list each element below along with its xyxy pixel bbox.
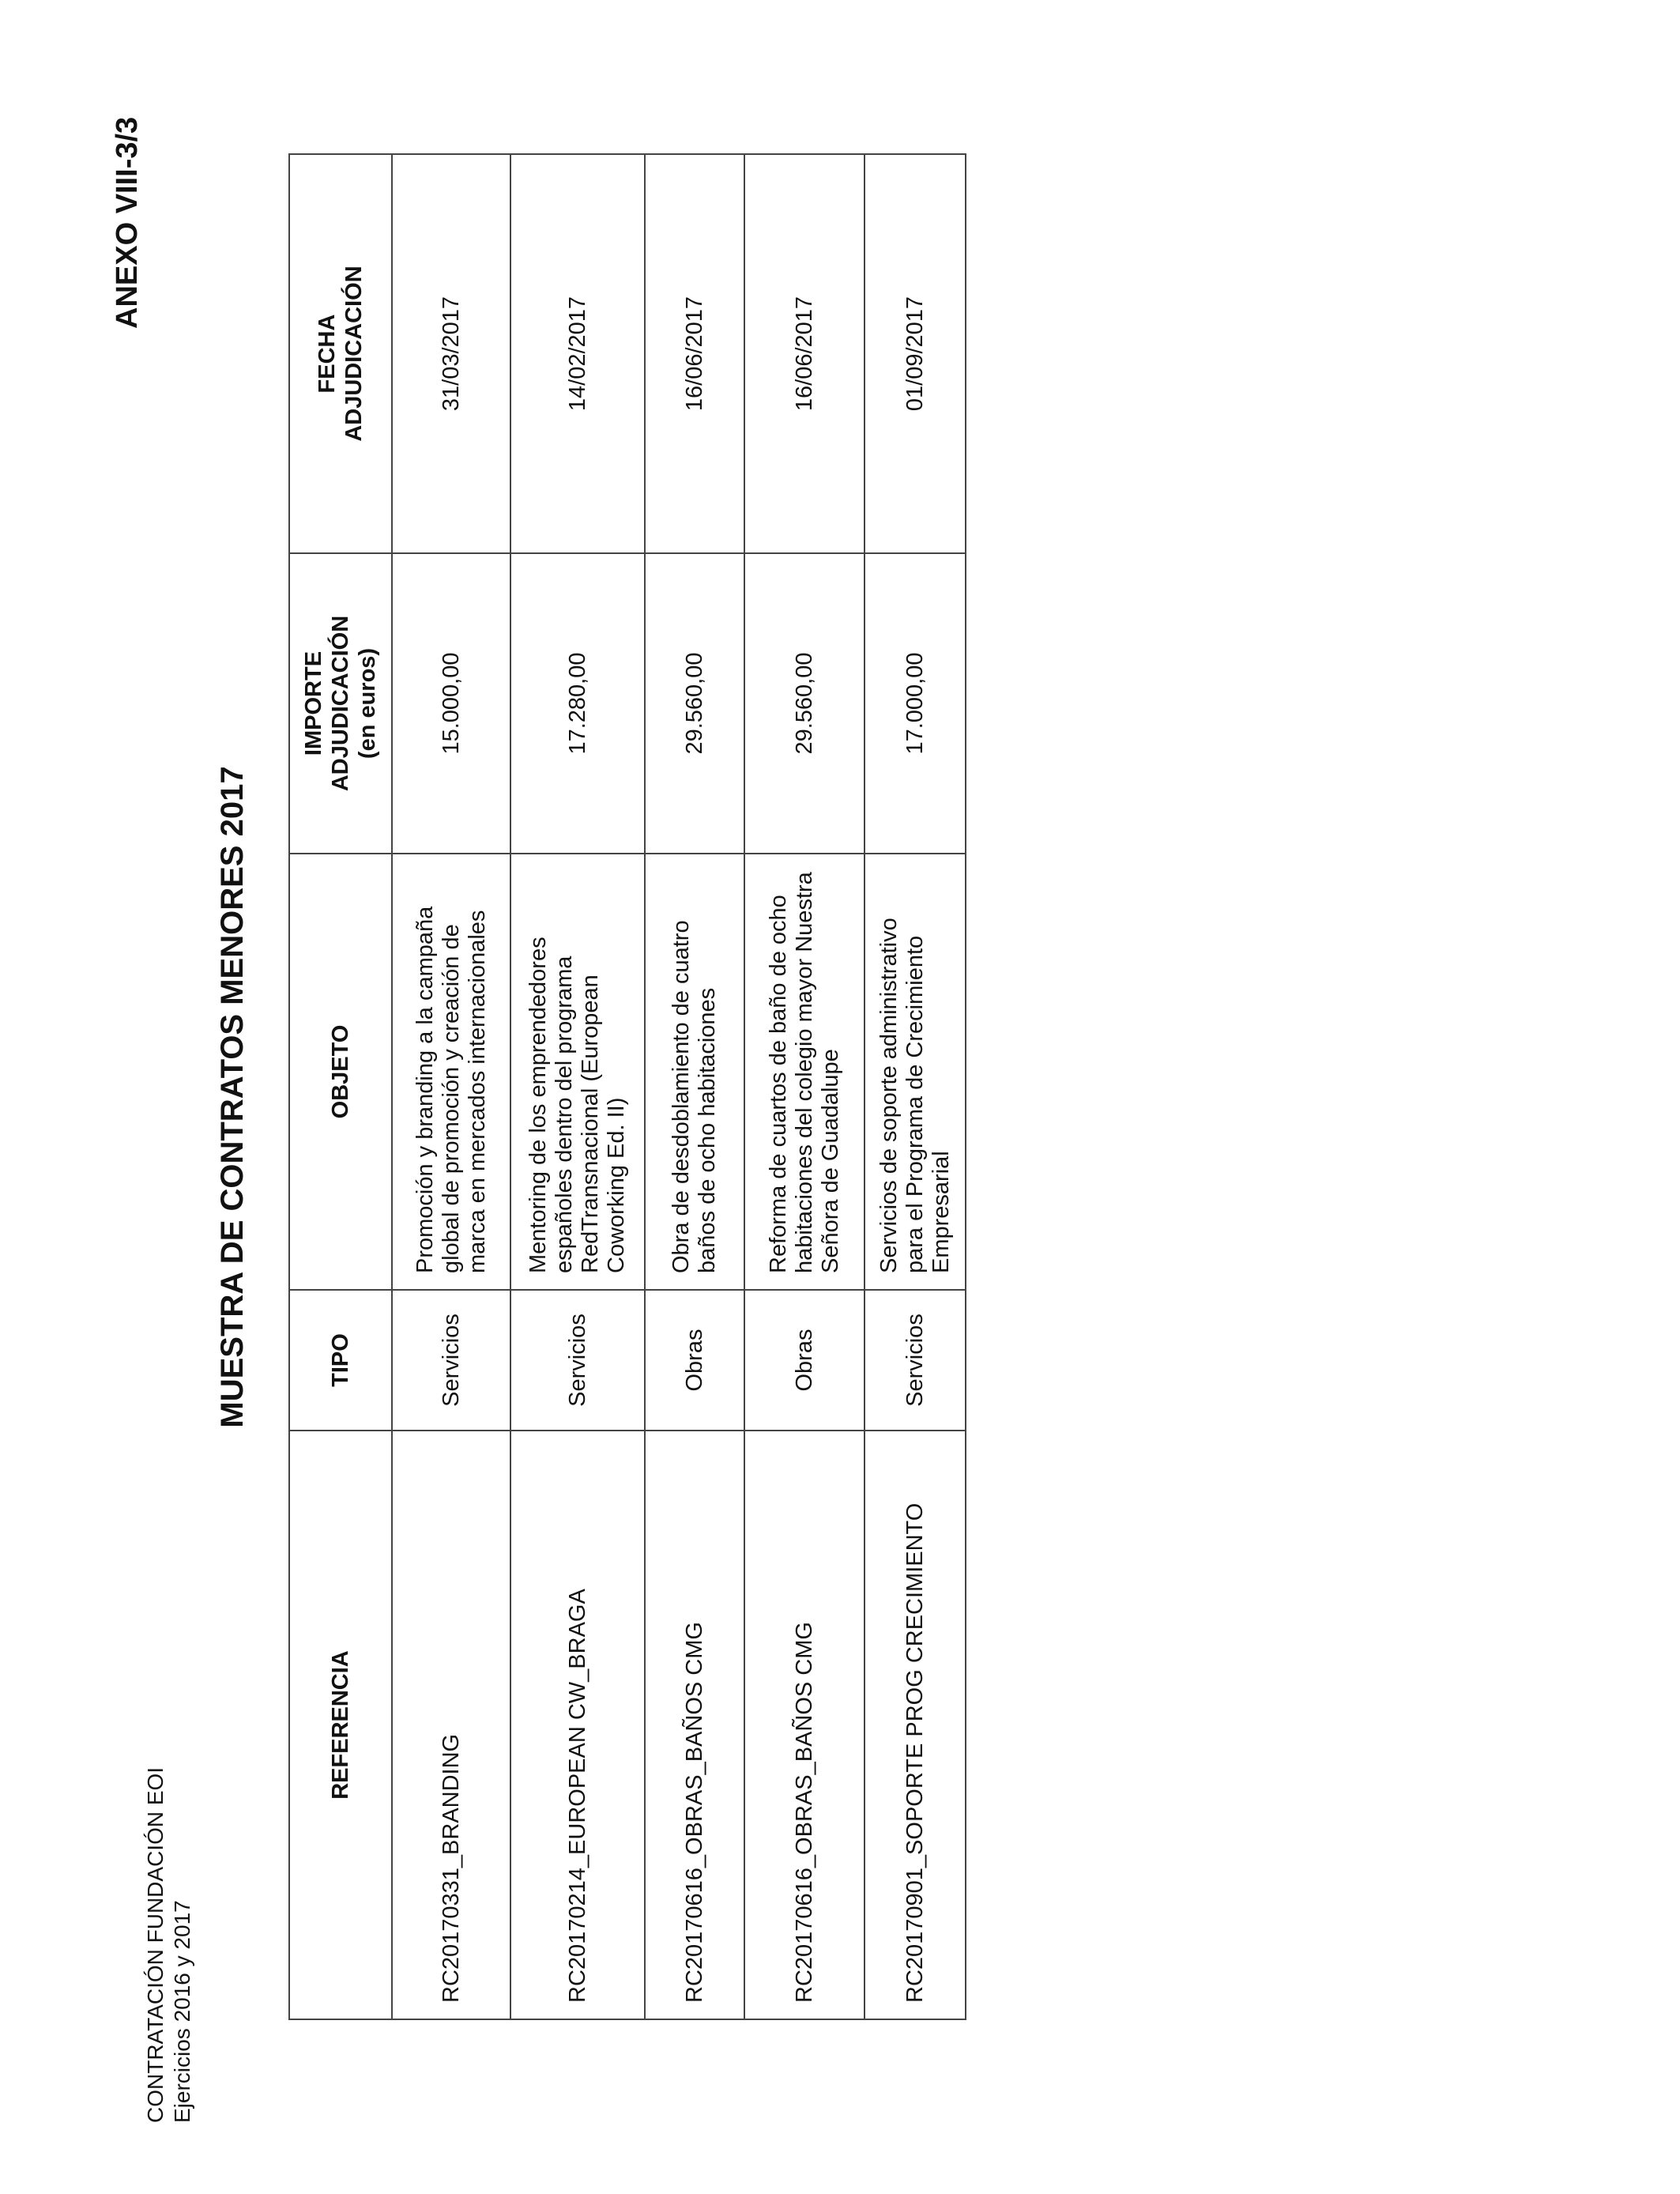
cell-importe: 29.560,00 — [744, 553, 864, 854]
cell-tipo: Servicios — [864, 1290, 966, 1431]
importe-header-line2: ADJUDICACIÓN — [328, 615, 353, 792]
cell-tipo: Obras — [645, 1290, 744, 1431]
cell-fecha: 16/06/2017 — [645, 154, 744, 553]
fecha-header-line1: FECHA — [315, 314, 340, 394]
cell-objeto: Servicios de soporte administrativo para el Programa de Crecimiento Empresarial — [864, 854, 966, 1290]
table-row — [645, 154, 744, 2019]
contracts-table — [288, 153, 966, 2020]
importe-header-line3: (en euros) — [355, 647, 380, 760]
column-header-fecha — [289, 154, 392, 553]
cell-referencia: RC20170616_OBRAS_BAÑOS CMG — [744, 1431, 864, 2019]
column-header-tipo: TIPO — [289, 1290, 392, 1431]
cell-importe: 15.000,00 — [392, 553, 510, 854]
cell-tipo: Servicios — [392, 1290, 510, 1431]
cell-referencia: RC20170901_SOPORTE PROG CRECIMIENTO — [864, 1431, 966, 2019]
cell-fecha: 01/09/2017 — [864, 154, 966, 553]
cell-objeto: Mentoring de los emprendedores españoles dentro del programa RedTransnacional (European Coworking Ed. II) — [510, 854, 645, 1290]
organization-name: CONTRATACIÓN FUNDACIÓN EOI — [143, 1766, 168, 2123]
cell-referencia: RC20170616_OBRAS_BAÑOS CMG — [645, 1431, 744, 2019]
cell-tipo: Obras — [744, 1290, 864, 1431]
table-row — [510, 154, 645, 2019]
cell-importe: 17.000,00 — [864, 553, 966, 854]
cell-importe: 17.280,00 — [510, 553, 645, 854]
fiscal-years: Ejercicios 2016 y 2017 — [170, 1900, 194, 2123]
organization-header — [142, 1767, 196, 2123]
cell-tipo: Servicios — [510, 1290, 645, 1431]
table-header-row — [289, 154, 392, 2019]
column-header-objeto: OBJETO — [289, 854, 392, 1290]
importe-header-line1: IMPORTE — [301, 650, 326, 756]
column-header-referencia: REFERENCIA — [289, 1431, 392, 2019]
cell-fecha: 14/02/2017 — [510, 154, 645, 553]
column-header-importe — [289, 553, 392, 854]
cell-objeto: Promoción y branding a la campaña global de promoción y creación de marca en mercados internacionales — [392, 854, 510, 1290]
annex-label: ANEXO VIII-3/3 — [111, 116, 144, 329]
cell-importe: 29.560,00 — [645, 553, 744, 854]
table-row — [864, 154, 966, 2019]
cell-fecha: 16/06/2017 — [744, 154, 864, 553]
cell-referencia: RC20170331_BRANDING — [392, 1431, 510, 2019]
cell-referencia: RC20170214_EUROPEAN CW_BRAGA — [510, 1431, 645, 2019]
fecha-header-line2: ADJUDICACIÓN — [341, 266, 367, 442]
table-row — [744, 154, 864, 2019]
table-row — [392, 154, 510, 2019]
cell-fecha: 31/03/2017 — [392, 154, 510, 553]
cell-objeto: Obra de desdoblamiento de cuatro baños de ocho habitaciones — [645, 854, 744, 1290]
document-title: MUESTRA DE CONTRATOS MENORES 2017 — [215, 766, 250, 1428]
cell-objeto: Reforma de cuartos de baño de ocho habitaciones del colegio mayor Nuestra Señora de Guadalupe — [744, 854, 864, 1290]
